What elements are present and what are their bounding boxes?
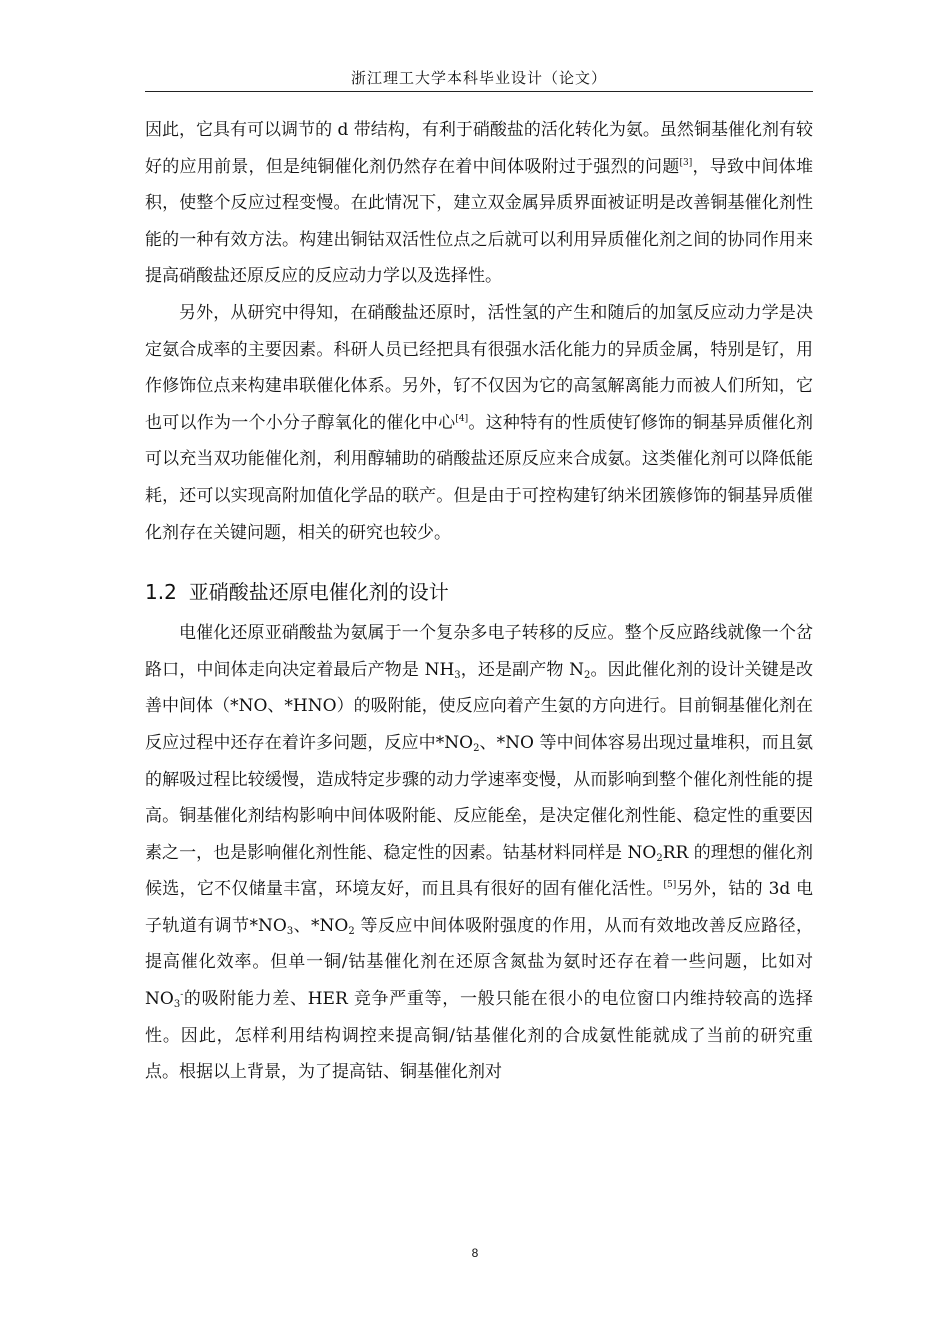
subscript-no2-a: 2	[473, 742, 480, 754]
citation-3: [3]	[679, 157, 693, 168]
paragraph-3-text-9: 的吸附能力差、HER 竞争严重等，一般只能在很小的电位窗口内维持较高的选择性。因此，怎样利用结构调控来提高铜/钴基催化剂的合成氨性能就成了当前的研究重点。根据以上背景，为了提高钴、铜基催化剂对	[145, 989, 813, 1083]
page-number: 8	[471, 1246, 479, 1260]
paragraph-3-text-7: 、*NO	[293, 915, 349, 936]
header-rule	[145, 91, 813, 92]
paragraph-1-text-b: ，导致中间体堆积，使整个反应过程变慢。在此情况下，建立双金属异质界面被证明是改善铜基催化剂性能的一种有效方法。构建出铜钴双活性位点之后就可以利用异质催化剂之间的协同作用来提高硝酸盐还原反应的反应动力学以及选择性。	[145, 156, 814, 287]
section-heading	[145, 578, 813, 606]
subscript-no3: 3	[286, 925, 294, 937]
paragraph-1-text-a: 因此，它具有可以调节的 d 带结构，有利于硝酸盐的活化转化为氨。虽然铜基催化剂有较好的应用前景，但是纯铜催化剂仍然存在着中间体吸附过于强烈的问题	[145, 120, 813, 177]
paragraph-3-text-4: 、*NO 等中间体容易出现过量堆积，而且氨的解吸过程比较缓慢，造成特定步骤的动力学速率变慢，从而影响到整个催化剂性能的提高。铜基催化剂结构影响中间体吸附能、反应能垒，是决定催化剂性能、稳定性的重要因素之一，也是影响催化剂性能、稳定性的因素。钴基材料同样是 NO	[145, 732, 814, 863]
paragraph-2-text-a: 另外，从研究中得知，在硝酸盐还原时，活性氢的产生和随后的加氢反应动力学是决定氨合成率的主要因素。科研人员已经把具有很强水活化能力的异质金属，特别是钌，用作修饰位点来构建串联催化体系。另外，钌不仅因为它的高氢解离能力而被人们所知，它也可以作为一个小分子醇氧化的催化中心	[145, 302, 813, 433]
subscript-no3-ion: 3	[173, 999, 181, 1011]
paragraph-3-text-8: 等反应中间体吸附强度的作用，从而有效地改善反应路径，提高催化效率。但单一铜/钴基催化剂在还原含氮盐为氨时还存在着一些问题，比如对 NO	[145, 915, 814, 1010]
paragraph-3-text-5: RR 的理想的催化剂候选，它不仅储量丰富，环境友好，而且具有很好的固有催化活性。	[145, 842, 813, 900]
citation-4: [4]	[455, 413, 469, 424]
subscript-no2-b: 2	[348, 925, 355, 937]
paragraph-1	[145, 112, 813, 295]
paragraph-3-text-2: ，还是副产物 N	[460, 659, 584, 680]
subscript-nh3: 3	[454, 669, 461, 681]
paragraph-3-text-3: 。因此催化剂的设计关键是改善中间体（*NO、*HNO）的吸附能，使反应向着产生氨的方向进行。目前铜基催化剂在反应过程中还存在着许多问题，反应中*NO	[145, 659, 814, 753]
subscript-no2rr: 2	[656, 852, 663, 864]
paragraph-3-text-6: 另外，钴的 3d 电子轨道有调节*NO	[145, 879, 814, 936]
section-number: 1.2	[145, 580, 177, 605]
paragraph-3-text-1: 电催化还原亚硝酸盐为氨属于一个复杂多电子转移的反应。整个反应路线就像一个岔路口，中间体走向决定着最后产物是 NH	[145, 623, 813, 680]
superscript-charge: -	[180, 990, 184, 1001]
paragraph-3	[145, 615, 813, 1091]
section-title: 亚硝酸盐还原电催化剂的设计	[188, 580, 449, 605]
paragraph-2	[145, 295, 813, 551]
paragraph-2-text-b: 。这种特有的性质使钌修饰的铜基异质催化剂可以充当双功能催化剂，利用醇辅助的硝酸盐还原反应来合成氨。这类催化剂可以降低能耗，还可以实现高附加值化学品的联产。但是由于可控构建钌纳米团簇修饰的铜基异质催化剂存在关键问题，相关的研究也较少。	[145, 412, 814, 543]
subscript-n2: 2	[583, 669, 591, 681]
document-body	[145, 112, 813, 1091]
page-header: 浙江理工大学本科毕业设计（论文）	[350, 69, 607, 87]
citation-5: [5]	[663, 880, 677, 891]
